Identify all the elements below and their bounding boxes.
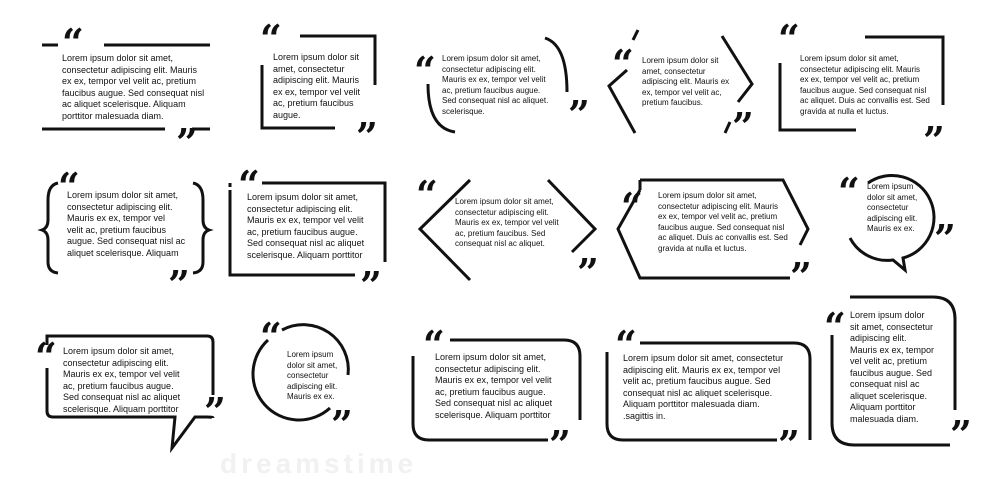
watermark: dreamstime (220, 448, 418, 479)
quote-text: Lorem ipsum dolor sit amet, consectetur adipiscing elit. Mauris ex ex, tempor vel velit ac, pretium faucibus augue. Sed consequat nisl ac aliquet scelerisque. Aliquam porttitor malesuada diam. (62, 53, 205, 121)
quote-text: Lorem ipsum dolor sit amet, consectetur adipiscing elit. Mauris ex ex, tempor vel velit ac, pretium faucibus. (642, 56, 730, 107)
open-quote-icon: “ (260, 314, 279, 359)
quote-text: Lorem ipsum dolor sit amet, consectetur adipiscing elit. Mauris ex ex, tempor vel velit ac, pretium faucibus augue. Sed consequat nisl ac aliquet scelerisque. Aliquam porttitor (435, 352, 553, 420)
open-quote-icon: “ (615, 322, 634, 367)
close-quote-icon: ” (360, 263, 379, 308)
close-quote-icon: ” (923, 118, 942, 163)
open-quote-icon: “ (423, 322, 442, 367)
open-quote-icon: “ (778, 16, 797, 61)
open-quote-icon: “ (238, 162, 257, 207)
open-quote-icon: “ (621, 184, 640, 229)
close-quote-icon: ” (732, 104, 751, 149)
open-quote-icon: “ (416, 172, 435, 217)
quote-text: Lorem ipsum dolor sit amet, consectetur adipiscing elit. Mauris ex ex, tempor vel velit ac, pretium faucibus augue. Sed consequat nisl ac aliquet. scelerisque. (442, 54, 549, 116)
quote-text: Lorem ipsum dolor sit amet, consectetur adipiscing elit. Mauris ex ex, tempor vel velit ac, pretium faucibus augue. Sed consequat nisl ac aliquet scelerisque. Aliquam porttitor malesuada diam. (850, 310, 935, 424)
quote-text: Lorem ipsum dolor sit amet, consectetur adipiscing elit. Mauris ex ex, tempor vel velit ac, pretium faucibus augue. (273, 52, 361, 120)
quote-text: Lorem ipsum dolor sit amet, consectetur adipiscing elit. Mauris ex ex, tempor vel velit ac, pretium faucibus augue. Sed consequat nisl ac aliquet scelerisque. Aliquam porttitor malesuada diam. .sagittis in. (623, 353, 784, 421)
quote-text: Lorem ipsum dolor sit amet, consectetur adipiscing elit. Mauris ex ex, tempor vel velit ac, pretium faucibus augue. Sed consequat nisl ac aliquet scelerisque. Aliquam porttitor (247, 192, 365, 260)
open-quote-icon: “ (824, 304, 843, 349)
quote-text: Lorem ipsum dolor sit amet, consectetur adipiscing elit. Mauris ex ex, tempor vel velit ac, pretium faucibus. Sed consequat nisl ac aliquet. (455, 197, 559, 248)
quote-text: Lorem ipsum dolor sit amet, consectetur adipiscing elit. Mauris ex ex, tempor vel velit ac, pretium faucibus augue. Sed consequat nisl ac aliquet scelerisque. Aliquam (67, 190, 186, 258)
close-quote-icon: ” (577, 250, 596, 295)
close-quote-icon: ” (778, 422, 797, 467)
open-quote-icon: “ (838, 169, 857, 214)
quote-text: Lorem ipsum dolor sit amet, consectetur adipiscing elit. Mauris ex ex. (287, 350, 338, 401)
open-quote-icon: “ (35, 334, 54, 379)
close-quote-icon: ” (549, 422, 568, 467)
close-quote-icon: ” (331, 402, 350, 447)
close-quote-icon: ” (168, 262, 187, 307)
open-quote-icon: “ (612, 41, 631, 86)
quote-text: Lorem ipsum dolor sit amet, consectetur adipiscing elit. Mauris ex ex. (867, 182, 918, 233)
close-quote-icon: ” (790, 254, 809, 299)
close-quote-icon: ” (950, 412, 969, 457)
close-quote-icon: ” (356, 114, 375, 159)
quote-text: Lorem ipsum dolor sit amet, consectetur adipiscing elit. Mauris ex ex, tempor vel velit ac, pretium faucibus augue. Sed consequat nisl ac aliquet. Duis ac convallis est. Sed gravida at nulla et luctus. (800, 54, 930, 116)
close-quote-icon: ” (176, 120, 195, 165)
open-quote-icon: “ (260, 16, 279, 61)
quote-text: Lorem ipsum dolor sit amet, consectetur adipiscing elit. Mauris ex ex, tempor vel velit ac, pretium faucibus augue. Sed consequat nisl ac aliquet. Duis ac convallis est. Sed gravida at nulla et luctus. (658, 191, 788, 253)
close-quote-icon: ” (204, 389, 223, 434)
open-quote-icon: “ (58, 164, 77, 209)
close-quote-icon: ” (934, 216, 953, 261)
quote-text: Lorem ipsum dolor sit amet, consectetur adipiscing elit. Mauris ex ex, tempor vel velit ac, pretium faucibus augue. Sed consequat nisl ac aliquet scelerisque. Aliquam porttitor (63, 346, 181, 414)
close-quote-icon: ” (568, 92, 587, 137)
open-quote-icon: “ (414, 48, 433, 93)
open-quote-icon: “ (62, 20, 81, 65)
